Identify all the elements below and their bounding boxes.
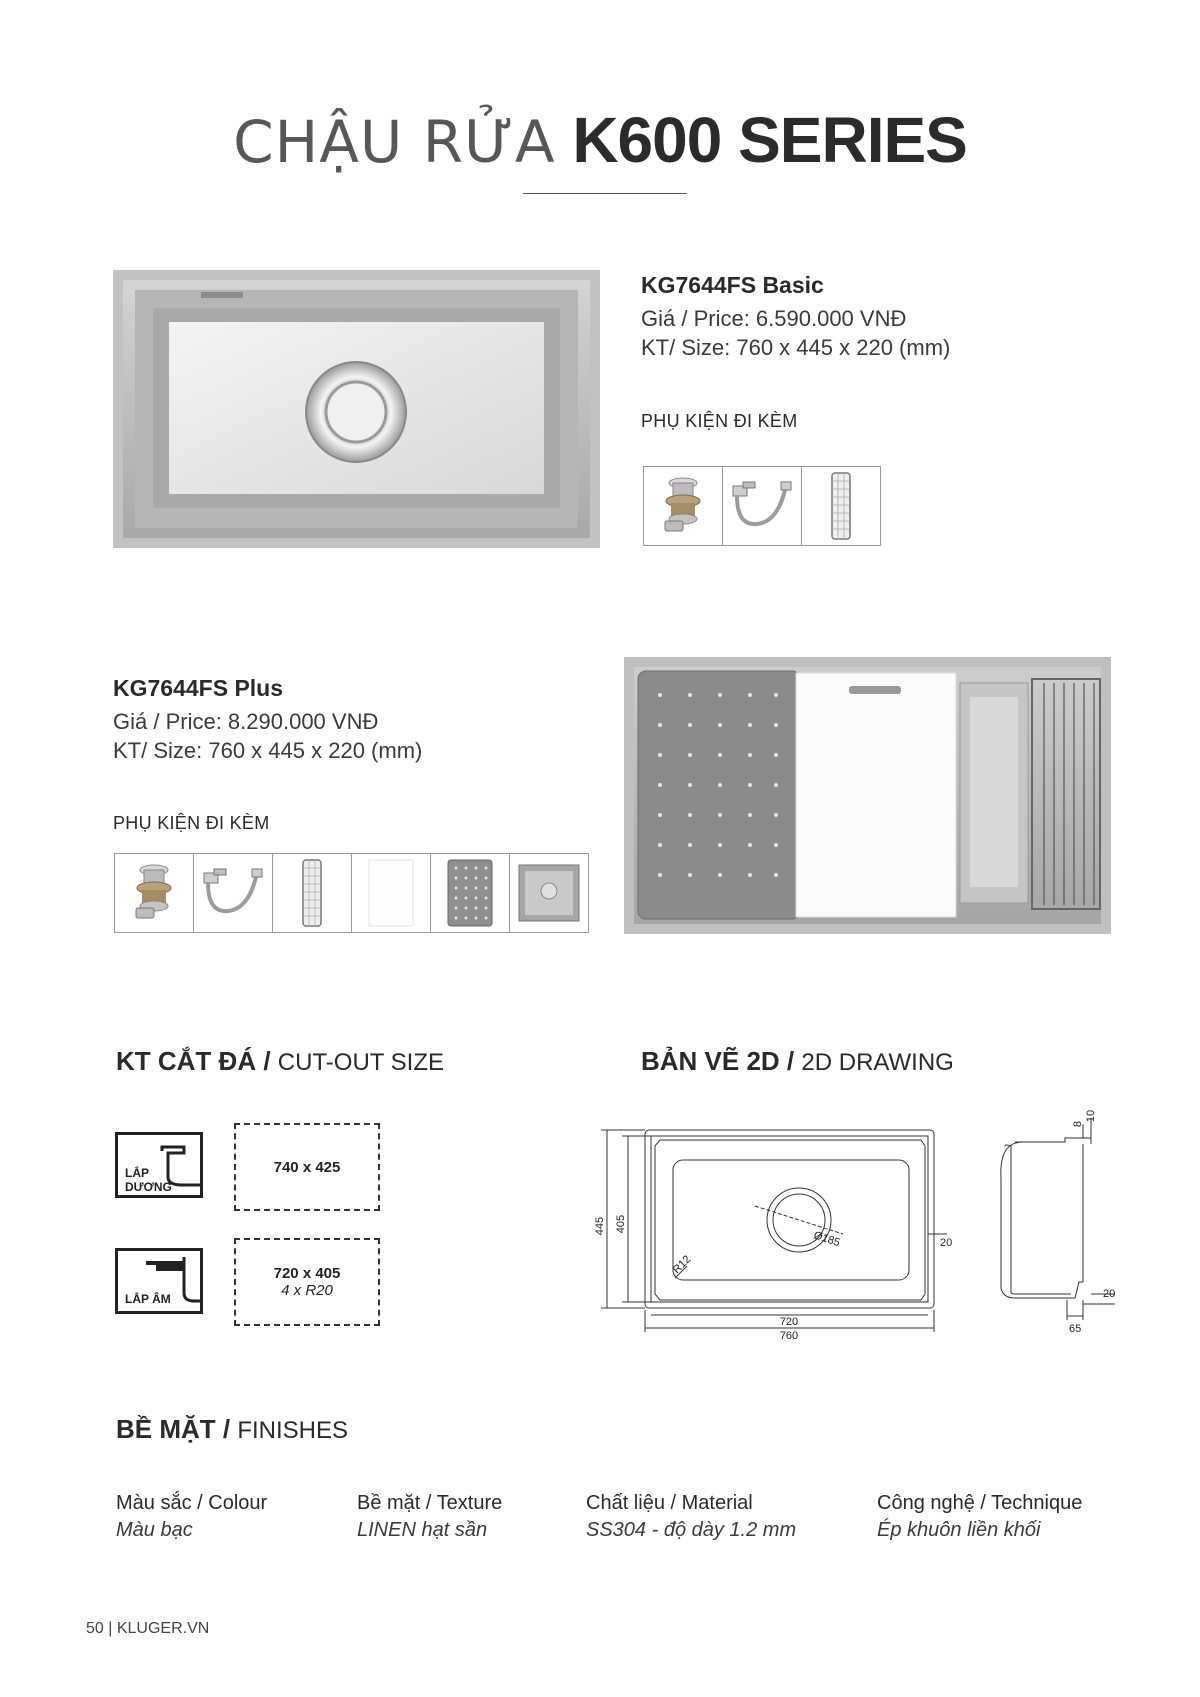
accessories-heading: PHỤ KIỆN ĐI KÈM xyxy=(641,411,798,431)
basket-strainer-icon xyxy=(297,858,327,928)
plus-info xyxy=(113,675,422,765)
finish-value: Ép khuôn liền khối xyxy=(877,1519,1041,1541)
finish-texture xyxy=(357,1492,502,1542)
page-title xyxy=(0,100,1200,182)
title-light: CHẬU RỬA xyxy=(233,108,556,176)
drawing-heading-bold: BẢN VẼ 2D / xyxy=(641,1046,795,1076)
dim-side-8: 8 xyxy=(1072,1120,1084,1128)
cutout-heading-sub: CUT-OUT SIZE xyxy=(277,1049,445,1076)
overflow-hose-icon xyxy=(198,863,268,923)
dim-outer-height: 445 xyxy=(594,1216,606,1236)
finish-value: LINEN hạt sần xyxy=(357,1519,488,1541)
finish-technique xyxy=(877,1492,1082,1542)
dim-inner-height: 405 xyxy=(615,1214,627,1234)
dim-side-10: 10 xyxy=(1085,1109,1097,1123)
undermount-radius: 4 x R20 xyxy=(281,1282,333,1299)
finish-label: Màu sắc / Colour xyxy=(116,1492,268,1514)
cutout-heading-bold: KT CẮT ĐÁ / xyxy=(116,1046,271,1076)
overmount-icon xyxy=(115,1132,203,1198)
basic-sink-photo xyxy=(113,270,600,548)
title-divider xyxy=(523,193,687,194)
strainer-waste-icon xyxy=(653,473,713,539)
accessory-item xyxy=(115,854,194,932)
mini-sink-bowl-icon xyxy=(517,861,581,925)
dim-side-65: 65 xyxy=(1069,1323,1082,1335)
page-footer: 50 | KLUGER.VN xyxy=(86,1620,210,1637)
accessories-heading: PHỤ KIỆN ĐI KÈM xyxy=(113,813,270,833)
overmount-label-1: LẮP xyxy=(125,1166,149,1180)
dim-drain: Ø185 xyxy=(812,1229,842,1250)
product-price: Giá / Price: 6.590.000 VNĐ xyxy=(641,306,907,331)
cutting-board-icon xyxy=(363,858,419,928)
drawing-heading-sub: 2D DRAWING xyxy=(801,1049,954,1076)
plus-sink-photo xyxy=(624,657,1111,934)
overmount-cutout-box xyxy=(234,1123,380,1211)
finish-label: Công nghệ / Technique xyxy=(877,1492,1083,1514)
product-price: Giá / Price: 8.290.000 VNĐ xyxy=(113,709,379,734)
technical-drawing xyxy=(585,1098,1145,1363)
finishes-heading-sub: FINISHES xyxy=(237,1417,349,1444)
finish-label: Chất liệu / Material xyxy=(586,1492,753,1514)
accessory-item xyxy=(802,467,880,545)
undermount-icon-box xyxy=(115,1248,203,1314)
undermount-icon xyxy=(115,1248,203,1314)
accessory-item xyxy=(644,467,723,545)
product-size: KT/ Size: 760 x 445 x 220 (mm) xyxy=(113,738,423,763)
accessory-item xyxy=(510,854,588,932)
accessory-item xyxy=(431,854,510,932)
finishes-heading xyxy=(116,1414,348,1445)
finish-value: Màu bạc xyxy=(116,1519,193,1541)
undermount-size: 720 x 405 xyxy=(273,1265,341,1282)
finish-label: Bề mặt / Texture xyxy=(357,1492,503,1514)
product-name: KG7644FS Basic xyxy=(641,272,824,298)
overmount-size: 740 x 425 xyxy=(273,1158,341,1176)
basket-strainer-icon xyxy=(826,471,856,541)
dim-outer-width: 760 xyxy=(779,1330,799,1342)
strainer-waste-icon xyxy=(124,860,184,926)
plus-sink-image xyxy=(624,657,1111,939)
finish-material xyxy=(586,1492,796,1542)
finish-colour xyxy=(116,1492,267,1542)
accessory-item xyxy=(194,854,273,932)
dim-radius: R12 xyxy=(670,1253,694,1277)
finishes-heading-bold: BỀ MẶT / xyxy=(116,1414,231,1444)
dim-side-rim: 20 xyxy=(940,1237,953,1249)
overmount-icon-box xyxy=(115,1132,203,1198)
basic-info xyxy=(641,272,950,362)
title-bold: K600 SERIES xyxy=(572,104,967,176)
dim-side-20: 20 xyxy=(1103,1288,1116,1300)
overflow-hose-icon xyxy=(727,476,797,536)
cutout-heading xyxy=(116,1046,444,1077)
accessory-item xyxy=(723,467,802,545)
sink-2d-drawing xyxy=(585,1098,1145,1358)
undermount-label: LẮP ÂM xyxy=(125,1292,171,1306)
plus-accessories xyxy=(114,853,589,933)
dim-inner-width: 720 xyxy=(779,1316,799,1328)
accessory-item xyxy=(273,854,352,932)
product-name: KG7644FS Plus xyxy=(113,675,284,701)
undermount-cutout-box xyxy=(234,1238,380,1326)
accessory-item xyxy=(352,854,431,932)
colander-tray-icon xyxy=(442,858,498,928)
basic-sink-image xyxy=(113,270,600,553)
drawing-heading xyxy=(641,1046,954,1077)
overmount-label-2: DƯƠNG xyxy=(125,1180,172,1194)
basic-accessories xyxy=(643,466,881,546)
finish-value: SS304 - độ dày 1.2 mm xyxy=(586,1519,797,1541)
product-size: KT/ Size: 760 x 445 x 220 (mm) xyxy=(641,335,951,360)
